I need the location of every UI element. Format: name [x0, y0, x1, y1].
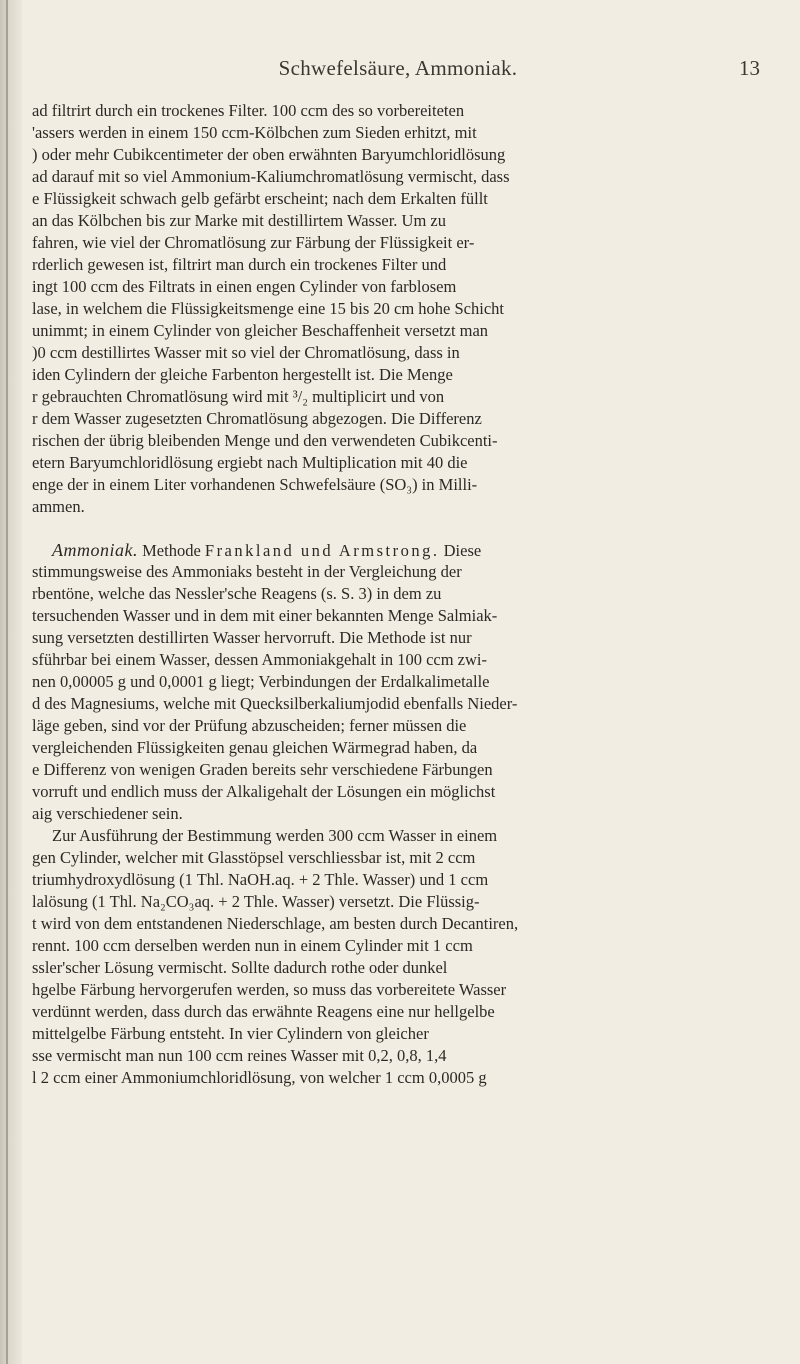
text-line: unimmt; in einem Cylinder von gleicher Beschaffenheit versetzt man	[32, 321, 489, 340]
page-header	[28, 56, 768, 86]
text-line: rennt. 100 ccm derselben werden nun in einem Cylinder mit 1 ccm	[32, 936, 473, 955]
running-title: Schwefelsäure, Ammoniak.	[278, 56, 518, 80]
text-line: vorruft und endlich muss der Alkaligehalt der Lösungen ein möglichst	[32, 782, 496, 801]
text-line: t wird von dem entstandenen Niederschlage, am besten durch Decantiren,	[32, 914, 519, 933]
text-line: d des Magnesiums, welche mit Quecksilberkaliumjodid ebenfalls Nieder-	[32, 694, 518, 713]
section-heading-ammoniak: Ammoniak.	[52, 540, 138, 560]
text-line: verdünnt werden, dass durch das erwähnte Reagens eine nur hellgelbe	[32, 1002, 495, 1021]
text-line: nen 0,00005 g und 0,0001 g liegt; Verbindungen der Erdalkalimetalle	[32, 672, 490, 691]
text-line: ingt 100 ccm des Filtrats in einen engen Cylinder von farblosem	[32, 277, 457, 296]
text-line: rderlich gewesen ist, filtrirt man durch ein trockenes Filter und	[32, 255, 447, 274]
page-number: 13	[739, 56, 760, 80]
text-line: triumhydroxydlösung (1 Thl. NaOH.aq. + 2 Thle. Wasser) und 1 ccm	[32, 870, 489, 889]
text-line: sung versetzten destillirten Wasser hervorruft. Die Methode ist nur	[32, 628, 472, 647]
paragraph-ammonia-method	[32, 539, 768, 825]
text-line: sführbar bei einem Wasser, dessen Ammoniakgehalt in 100 ccm zwi-	[32, 650, 487, 669]
text-line: tersuchenden Wasser und in dem mit einer bekannten Menge Salmiak-	[32, 606, 498, 625]
text-line: läge geben, sind vor der Prüfung abzuscheiden; ferner müssen die	[32, 716, 467, 735]
book-spine-shadow	[0, 0, 22, 1364]
text-line: ad darauf mit so viel Ammonium-Kaliumchromatlösung vermischt, dass	[32, 167, 510, 186]
text-line: lalösung (1 Thl. Na₂CO₃aq. + 2 Thle. Wasser) versetzt. Die Flüssig-	[32, 892, 480, 911]
method-name-label: Methode Frankland und Armstrong.	[142, 541, 440, 560]
text-line: stimmungsweise des Ammoniaks besteht in der Vergleichung der	[32, 562, 462, 581]
text-line: an das Kölbchen bis zur Marke mit destillirtem Wasser. Um zu	[32, 211, 446, 230]
text-line: l 2 ccm einer Ammoniumchloridlösung, von welcher 1 ccm 0,0005 g	[32, 1068, 487, 1087]
text-line: enge der in einem Liter vorhandenen Schwefelsäure (SO₃) in Milli-	[32, 475, 478, 494]
text-line: hgelbe Färbung hervorgerufen werden, so muss das vorbereitete Wasser	[32, 980, 507, 999]
text-line: lase, in welchem die Flüssigkeitsmenge eine 15 bis 20 cm hohe Schicht	[32, 299, 504, 318]
method-authors: Frankland und Armstrong.	[204, 541, 440, 560]
paragraph-sulfuric-acid-method	[32, 100, 768, 518]
text-line: Zur Ausführung der Bestimmung werden 300 ccm Wasser in einem	[52, 826, 498, 845]
text-line: rbentöne, welche das Nessler'sche Reagens (s. S. 3) in dem zu	[32, 584, 442, 603]
text-line: iden Cylindern der gleiche Farbenton hergestellt ist. Die Menge	[32, 365, 453, 384]
binding-edge	[6, 0, 8, 1364]
text-line: ssler'scher Lösung vermischt. Sollte dadurch rothe oder dunkel	[32, 958, 448, 977]
text-line: e Differenz von wenigen Graden bereits sehr verschiedene Färbungen	[32, 760, 493, 779]
text-line: fahren, wie viel der Chromatlösung zur Färbung der Flüssigkeit er-	[32, 233, 475, 252]
text-line: r gebrauchten Chromatlösung wird mit ³/₂ multiplicirt und von	[32, 387, 445, 406]
text-line: sse vermischt man nun 100 ccm reines Wasser mit 0,2, 0,8, 1,4	[32, 1046, 447, 1065]
text-line: aig verschiedener sein.	[32, 804, 183, 823]
text-line: 'assers werden in einem 150 ccm-Kölbchen zum Sieden erhitzt, mit	[32, 123, 477, 142]
paragraph-gap	[32, 518, 768, 539]
text-line: ammen.	[32, 497, 85, 516]
paragraph-ammonia-procedure	[32, 825, 768, 1089]
text-line: rischen der übrig bleibenden Menge und den verwendeten Cubikcenti-	[32, 431, 498, 450]
section-heading-continuation: Diese	[443, 541, 482, 560]
text-line: vergleichenden Flüssigkeiten genau gleichen Wärmegrad haben, da	[32, 738, 478, 757]
text-line: )0 ccm destillirtes Wasser mit so viel der Chromatlösung, dass in	[32, 343, 460, 362]
text-line: mittelgelbe Färbung entsteht. In vier Cylindern von gleicher	[32, 1024, 429, 1043]
text-line: r dem Wasser zugesetzten Chromatlösung abgezogen. Die Differenz	[32, 409, 482, 428]
section-heading-line	[32, 539, 768, 561]
text-line: ) oder mehr Cubikcentimeter der oben erwähnten Baryumchloridlösung	[32, 145, 506, 164]
text-line: e Flüssigkeit schwach gelb gefärbt erscheint; nach dem Erkalten füllt	[32, 189, 488, 208]
body-text	[32, 100, 768, 1089]
text-line: ad filtrirt durch ein trockenes Filter. 100 ccm des so vorbereiteten	[32, 101, 465, 120]
text-line: etern Baryumchloridlösung ergiebt nach Multiplication mit 40 die	[32, 453, 468, 472]
book-page	[28, 0, 788, 1364]
text-line: gen Cylinder, welcher mit Glasstöpsel verschliessbar ist, mit 2 ccm	[32, 848, 476, 867]
